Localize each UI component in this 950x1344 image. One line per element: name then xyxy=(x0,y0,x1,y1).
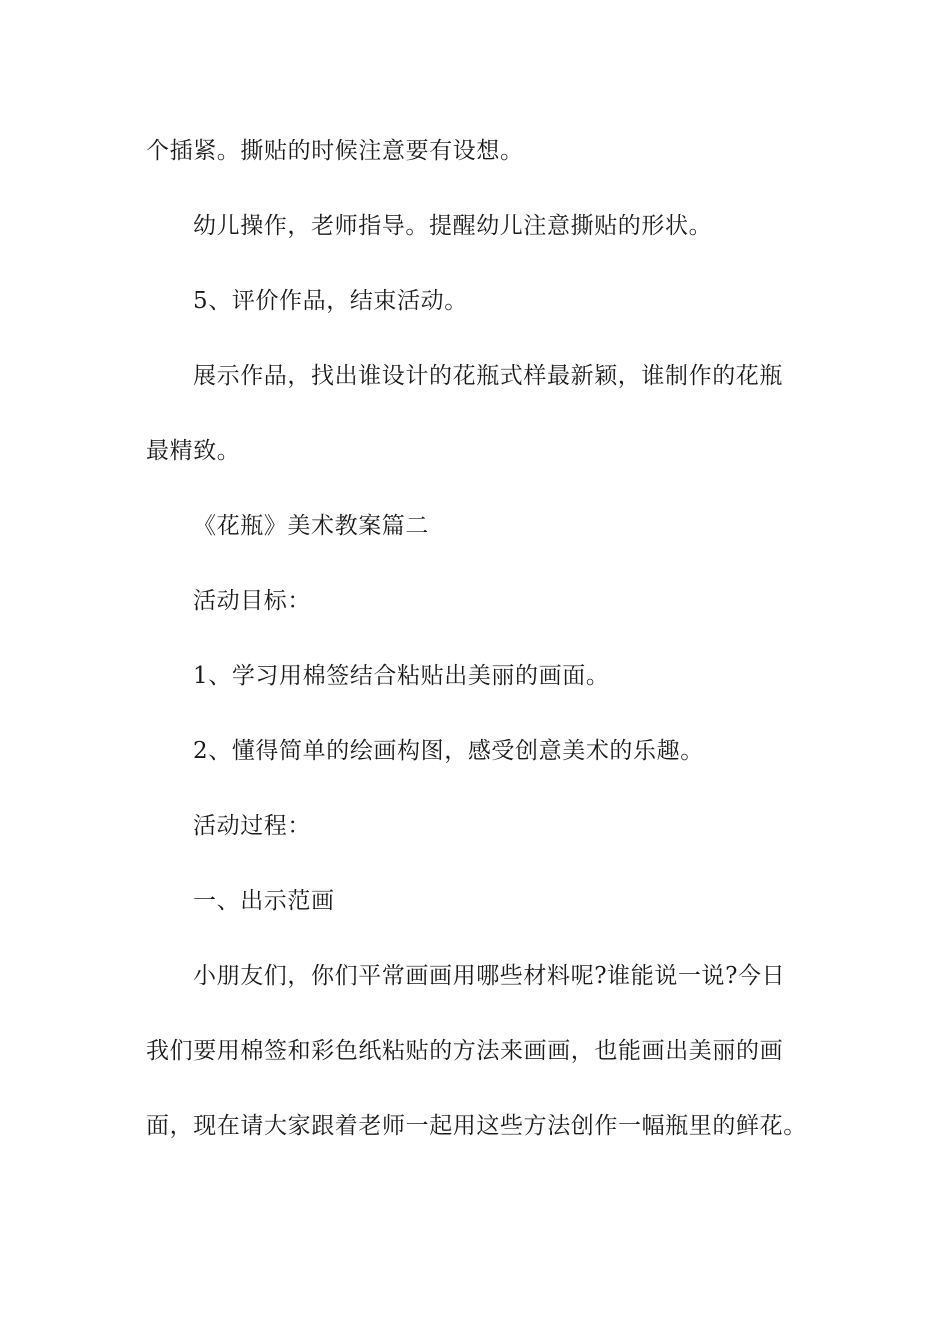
text-line: 我们要用棉签和彩色纸粘贴的方法来画画，也能画出美丽的画 xyxy=(146,1038,784,1064)
text-line: 幼儿操作，老师指导。提醒幼儿注意撕贴的形状。 xyxy=(193,213,713,239)
text-line: 1、学习用棉签结合粘贴出美丽的画面。 xyxy=(193,663,610,689)
text-line: 2、懂得简单的绘画构图，感受创意美术的乐趣。 xyxy=(193,738,704,764)
text-line: 活动过程： xyxy=(193,813,311,839)
text-line: 展示作品，找出谁设计的花瓶式样最新颖，谁制作的花瓶 xyxy=(193,363,783,389)
text-line: 5、评价作品，结束活动。 xyxy=(193,288,468,314)
text-line: 一、出示范画 xyxy=(193,888,335,914)
text-line: 面，现在请大家跟着老师一起用这些方法创作一幅瓶里的鲜花。 xyxy=(146,1113,807,1139)
text-line: 活动目标： xyxy=(193,588,311,614)
text-line: 个插紧。撕贴的时候注意要有设想。 xyxy=(146,138,524,164)
section-heading: 《花瓶》美术教案篇二 xyxy=(193,513,429,539)
text-line: 最精致。 xyxy=(146,438,241,464)
text-line: 小朋友们，你们平常画画用哪些材料呢?谁能说一说?今日 xyxy=(193,963,786,989)
